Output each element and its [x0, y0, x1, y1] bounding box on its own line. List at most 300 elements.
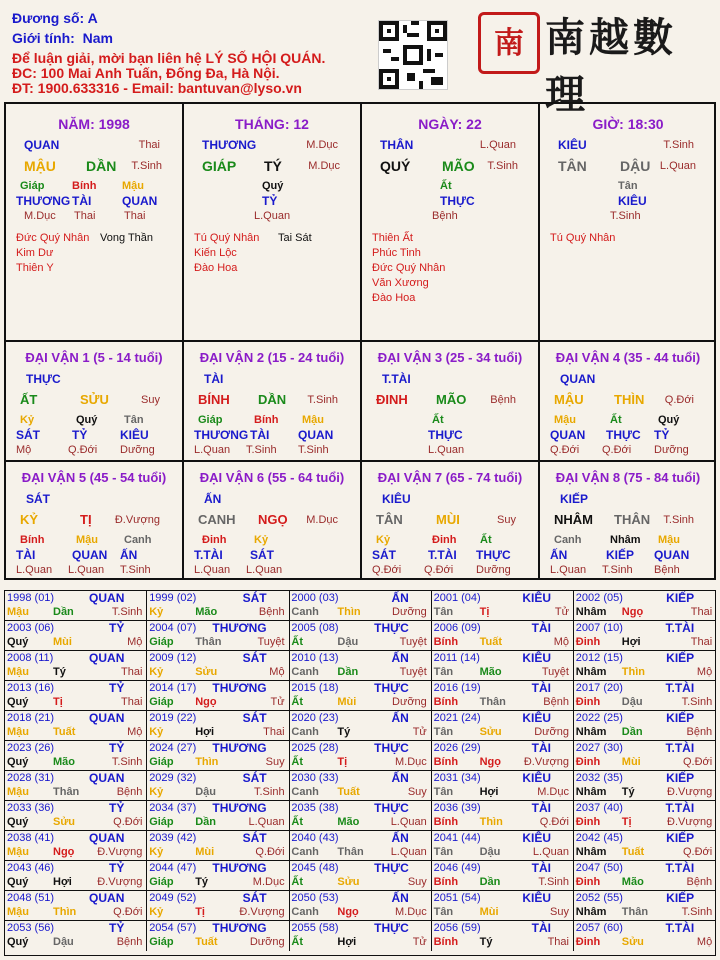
hidden-stage: T.Sinh — [298, 444, 329, 456]
hidden-god: ẤN — [120, 548, 138, 562]
year-stage: Dưỡng — [534, 726, 569, 738]
year-cell — [5, 711, 147, 741]
year-chi: Mùi — [479, 906, 499, 918]
hidden-stem: Kỷ — [20, 414, 35, 426]
year-god: TỶ — [109, 621, 125, 635]
pillar-can: QUÝ — [380, 158, 411, 174]
hidden-god: KIÊU — [618, 194, 647, 208]
year-can: Đinh — [575, 636, 601, 648]
year-can: Giáp — [149, 816, 174, 828]
gender-label: Giới tính: — [12, 30, 75, 46]
year-cell — [5, 861, 147, 891]
year-chi: Dậu — [195, 786, 216, 798]
year-cell — [289, 621, 431, 651]
year-stage: Đ.Vượng — [97, 846, 143, 858]
dai-van-chi: THÌN — [614, 392, 645, 407]
hidden-stage: L.Quan — [16, 564, 53, 576]
dai-van-6 — [184, 462, 362, 580]
year-chi: Dậu — [53, 936, 74, 948]
year-god: KIẾP — [666, 771, 695, 785]
year-chi: Tị — [621, 816, 632, 828]
year-chi: Ngọ — [621, 606, 644, 618]
year-can: Bính — [433, 636, 459, 648]
hidden-stem: Bính — [72, 180, 97, 192]
star: Phúc Tinh — [372, 247, 421, 259]
year-label: 2008 (11) — [7, 652, 54, 664]
year-label: 2031 (34) — [433, 772, 481, 784]
dai-van-state: Bệnh — [490, 394, 516, 406]
year-chi: Hợi — [195, 726, 215, 738]
hidden-god: QUAN — [298, 428, 334, 442]
dai-van-state: T.Sinh — [663, 514, 694, 526]
year-cell — [432, 681, 574, 711]
year-label: 2028 (31) — [7, 772, 55, 784]
year-chi: Tị — [337, 756, 348, 768]
year-chi: Ngọ — [195, 696, 217, 708]
dai-van-4 — [540, 342, 716, 462]
year-cell — [5, 771, 147, 801]
owner-label: Đương số: — [12, 10, 85, 26]
year-cell — [432, 771, 574, 801]
pillar-stage: Thai — [138, 139, 160, 151]
year-can: Quý — [7, 756, 29, 768]
year-god: QUAN — [89, 891, 125, 905]
hidden-stem: Mậu — [76, 534, 98, 546]
dai-van-can: BÍNH — [198, 392, 230, 407]
hidden-stem: Quý — [658, 414, 680, 426]
year-cell — [147, 861, 289, 891]
owner-line — [12, 10, 98, 26]
hidden-god: QUAN — [122, 194, 158, 208]
year-stage: Suy — [550, 906, 569, 918]
year-cell — [574, 921, 716, 951]
hidden-god: QUAN — [72, 548, 108, 562]
hidden-god: THỰC — [476, 548, 511, 562]
year-label: 2034 (37) — [149, 802, 197, 814]
year-cell — [5, 591, 147, 621]
year-god: THƯƠNG — [212, 921, 267, 935]
year-label: 2023 (26) — [7, 742, 55, 754]
dai-van-chi: DẦN — [258, 392, 287, 407]
year-chi: Tý — [195, 876, 209, 888]
year-chi: Dần — [53, 606, 74, 618]
year-label: 2053 (56) — [7, 922, 55, 934]
year-can: Đinh — [575, 936, 601, 948]
pillar-title: THÁNG: 12 — [235, 116, 309, 132]
year-label: 2020 (23) — [291, 712, 339, 724]
year-chi: Mão — [621, 876, 644, 888]
year-label: 2014 (17) — [149, 682, 197, 694]
year-can: Canh — [291, 666, 319, 678]
year-stage: Q.Đới — [539, 816, 569, 828]
year-god: KIÊU — [522, 651, 551, 665]
dai-van-8 — [540, 462, 716, 580]
year-label: 2042 (45) — [575, 832, 623, 844]
year-chi: Dần — [479, 876, 501, 888]
year-can: Bính — [433, 816, 459, 828]
year-chi: Dần — [337, 666, 359, 678]
year-god: KIẾP — [666, 891, 695, 905]
year-stage: Suy — [265, 756, 285, 768]
year-label: 2018 (21) — [7, 712, 55, 724]
star: Đức Quý Nhân — [372, 262, 446, 274]
year-cell — [289, 591, 431, 621]
hidden-god: THỰC — [440, 194, 475, 208]
phone-email: ĐT: 1900.633316 - Email: bantuvan@lyso.vn — [12, 80, 302, 96]
year-chi: Tuất — [479, 636, 502, 648]
year-label: 2002 (05) — [575, 592, 623, 604]
dai-van-title: ĐẠI VẬN 2 (15 - 24 tuổi) — [199, 350, 345, 365]
hidden-stem: Kỷ — [254, 534, 269, 546]
year-chi: Thân — [621, 906, 649, 918]
year-label: 2045 (48) — [291, 862, 339, 874]
year-stage: T.Sinh — [111, 606, 143, 618]
hidden-god: QUAN — [550, 428, 586, 442]
year-cell — [5, 801, 147, 831]
year-god: THƯƠNG — [212, 801, 267, 815]
year-chi: Hợi — [337, 936, 357, 948]
year-chi: Tý — [53, 666, 66, 678]
dai-van-state: Đ.Vượng — [114, 514, 160, 526]
dai-van-title: ĐẠI VẬN 3 (25 - 34 tuổi) — [377, 350, 523, 365]
year-can: Tân — [433, 846, 454, 858]
hidden-stage: T.Sinh — [602, 564, 633, 576]
dai-van-god: KIÊU — [382, 492, 411, 506]
hidden-stage: T.Sinh — [610, 210, 641, 222]
year-can: Đinh — [575, 696, 601, 708]
year-stage: L.Quan — [390, 846, 427, 858]
year-cell — [289, 711, 431, 741]
year-chi: Thân — [337, 846, 364, 858]
year-stage: L.Quan — [532, 846, 569, 858]
year-chi: Mão — [53, 756, 75, 768]
pillar-god: THƯƠNG — [202, 138, 257, 152]
hidden-stem: Đinh — [202, 534, 227, 546]
dai-van-god: THỰC — [26, 372, 61, 386]
hidden-god: TÀI — [16, 548, 36, 562]
year-god: TỶ — [109, 801, 125, 815]
dai-van-can: ĐINH — [376, 392, 408, 407]
dai-van-god: QUAN — [560, 372, 596, 386]
hidden-stage: Q.Đới — [424, 564, 454, 576]
year-label: 2050 (53) — [291, 892, 339, 904]
year-god: THỰC — [374, 681, 409, 695]
year-god: QUAN — [89, 831, 125, 845]
year-label: 2039 (42) — [149, 832, 197, 844]
year-cell — [147, 891, 289, 921]
year-cell — [574, 831, 716, 861]
pillar-chi-stage: T.Sinh — [487, 160, 518, 172]
dai-van-state: Suy — [497, 514, 516, 526]
hidden-god: TỶ — [654, 428, 670, 442]
year-cell — [147, 741, 289, 771]
year-label: 2037 (40) — [575, 802, 623, 814]
year-label: 2025 (28) — [291, 742, 339, 754]
year-cell — [574, 861, 716, 891]
year-god: T.TÀI — [665, 861, 695, 875]
year-label: 2012 (15) — [575, 652, 623, 664]
year-can: Kỷ — [149, 726, 164, 738]
year-can: Tân — [433, 726, 454, 738]
year-can: Ất — [291, 936, 303, 948]
year-label: 2022 (25) — [575, 712, 623, 724]
year-can: Quý — [7, 876, 29, 888]
dai-van-2 — [184, 342, 362, 462]
chart-grid — [4, 102, 716, 580]
year-can: Tân — [433, 606, 454, 618]
year-god: QUAN — [89, 711, 125, 725]
gender-value: Nam — [82, 30, 113, 46]
dai-van-state: Q.Đới — [664, 394, 694, 406]
year-can: Nhâm — [575, 906, 607, 918]
year-label: 2006 (09) — [433, 622, 481, 634]
year-god: ẤN — [391, 651, 409, 665]
year-stage: T.Sinh — [254, 786, 285, 798]
year-chi: Dần — [195, 816, 216, 828]
year-can: Kỷ — [149, 666, 164, 678]
dai-van-chi: SỬU — [80, 392, 109, 407]
year-label: 2044 (47) — [149, 862, 197, 874]
brand-logo: 南越數理 — [545, 14, 677, 118]
year-label: 2017 (20) — [575, 682, 623, 694]
year-stage: Mộ — [269, 666, 285, 678]
hidden-god: THỰC — [428, 428, 463, 442]
year-can: Ất — [291, 816, 303, 828]
pillar-stage: T.Sinh — [663, 139, 694, 151]
year-chi: Thân — [195, 636, 222, 648]
year-stage: Tuyệt — [399, 666, 427, 678]
star: Kim Dư — [16, 247, 54, 259]
year-cell — [5, 651, 147, 681]
pillar-stage: L.Quan — [479, 139, 516, 151]
year-label: 2035 (38) — [291, 802, 339, 814]
pillar-god: QUAN — [24, 138, 60, 152]
year-label: 1999 (02) — [149, 592, 197, 604]
year-label: 2054 (57) — [149, 922, 197, 934]
hidden-stage: L.Quan — [550, 564, 587, 576]
year-stage: Tuyệt — [399, 636, 427, 648]
year-god: KIẾP — [666, 711, 695, 725]
year-chi: Thìn — [337, 606, 361, 618]
gender-line — [12, 30, 113, 46]
hidden-stage: L.Quan — [254, 210, 291, 222]
year-god: KIÊU — [522, 891, 551, 905]
hidden-stem: Bính — [254, 414, 279, 426]
year-cell — [5, 921, 147, 951]
year-label: 2041 (44) — [433, 832, 481, 844]
year-stage: M.Dục — [395, 756, 427, 768]
year-stage: Đ.Vượng — [523, 756, 569, 768]
pillar-chi: MÃO — [442, 158, 475, 174]
year-god: KIẾP — [666, 831, 695, 845]
hidden-god: THƯƠNG — [16, 194, 71, 208]
star: Tai Sát — [278, 232, 312, 244]
year-god: SÁT — [242, 651, 267, 665]
dai-van-title: ĐẠI VẬN 8 (75 - 84 tuổi) — [555, 470, 701, 485]
owner-value: A — [87, 10, 98, 26]
year-stage: Bệnh — [686, 726, 713, 738]
year-god: TỶ — [109, 861, 125, 875]
year-chi: Tý — [621, 786, 635, 798]
year-can: Tân — [433, 906, 454, 918]
hidden-stem: Ất — [610, 414, 622, 426]
year-can: Quý — [7, 936, 29, 948]
year-chi: Mùi — [621, 756, 641, 768]
hidden-stem: Mậu — [554, 414, 576, 426]
year-stage: Bệnh — [543, 696, 569, 708]
dai-van-can: NHÂM — [554, 512, 593, 527]
hidden-god: THƯƠNG — [194, 428, 249, 442]
hidden-stage: L.Quan — [68, 564, 105, 576]
hidden-stem: Canh — [554, 534, 582, 546]
year-chi: Tị — [479, 606, 490, 618]
pillar-can: GIÁP — [202, 158, 237, 174]
year-chi: Mão — [337, 816, 360, 828]
year-stage: Thai — [690, 606, 713, 618]
year-stage: Thai — [690, 636, 713, 648]
star: Đức Quý Nhân — [16, 232, 90, 244]
year-can: Giáp — [149, 696, 174, 708]
year-god: THỰC — [374, 921, 409, 935]
hidden-stage: Bệnh — [432, 210, 458, 222]
year-label: 2005 (08) — [291, 622, 339, 634]
year-label: 2024 (27) — [149, 742, 197, 754]
year-can: Giáp — [149, 636, 174, 648]
pillar-chi: TÝ — [264, 158, 282, 174]
year-god: TÀI — [531, 861, 551, 875]
year-cell — [5, 741, 147, 771]
year-god: THƯƠNG — [212, 741, 267, 755]
year-stage: Đ.Vượng — [667, 816, 713, 828]
year-stage: T.Sinh — [538, 876, 569, 888]
pillar-god: THÂN — [380, 138, 414, 152]
year-cell — [289, 741, 431, 771]
year-stage: Thai — [120, 696, 143, 708]
year-cell — [5, 621, 147, 651]
year-god: THỰC — [374, 741, 409, 755]
year-can: Ất — [291, 876, 303, 888]
dai-van-can: CANH — [198, 512, 236, 527]
year-god: TÀI — [531, 741, 551, 755]
dai-van-chi: TỊ — [80, 512, 92, 527]
year-label: 2009 (12) — [149, 652, 197, 664]
year-label: 2013 (16) — [7, 682, 55, 694]
hidden-god: TỶ — [262, 194, 278, 208]
year-cell — [289, 861, 431, 891]
hidden-stage: Dưỡng — [476, 564, 511, 576]
year-god: TÀI — [531, 621, 551, 635]
year-god: SÁT — [242, 891, 267, 905]
hidden-stage: T.Sinh — [246, 444, 277, 456]
pillar-title: NĂM: 1998 — [58, 116, 130, 132]
dai-van-can: ẤT — [20, 392, 38, 407]
year-cell — [5, 831, 147, 861]
year-can: Nhâm — [575, 846, 607, 858]
year-cell — [574, 651, 716, 681]
year-cell — [574, 591, 716, 621]
year-chi: Dần — [621, 726, 643, 738]
year-stage: Tử — [412, 936, 427, 948]
year-can: Quý — [7, 816, 29, 828]
year-can: Giáp — [149, 756, 174, 768]
year-god: ẤN — [391, 891, 409, 905]
hidden-stem: Tân — [618, 180, 638, 192]
year-chi: Tị — [53, 696, 63, 708]
year-label: 2052 (55) — [575, 892, 623, 904]
year-cell — [432, 711, 574, 741]
year-can: Bính — [433, 936, 459, 948]
year-label: 2057 (60) — [575, 922, 623, 934]
year-chi: Tý — [337, 726, 351, 738]
year-stage: Bệnh — [116, 786, 143, 798]
year-stage: M.Dục — [395, 906, 427, 918]
pillar-god: KIÊU — [558, 138, 587, 152]
star: Đào Hoa — [194, 262, 238, 274]
year-chi: Sửu — [621, 936, 644, 948]
hidden-stage: Thai — [124, 210, 146, 222]
year-god: SÁT — [242, 831, 267, 845]
year-chi: Hợi — [479, 786, 499, 798]
year-label: 2043 (46) — [7, 862, 55, 874]
hidden-stem: Mậu — [302, 414, 324, 426]
dai-van-1 — [6, 342, 184, 462]
year-cell — [147, 801, 289, 831]
year-stage: Suy — [407, 876, 427, 888]
star: Tú Quý Nhân — [194, 232, 260, 244]
dai-van-god: SÁT — [26, 492, 50, 506]
hidden-stem: Nhâm — [610, 534, 641, 546]
year-cell — [574, 771, 716, 801]
year-stage: Dưỡng — [392, 606, 427, 618]
pillar-can: TÂN — [558, 158, 587, 174]
year-label: 2016 (19) — [433, 682, 481, 694]
dai-van-3 — [362, 342, 540, 462]
year-stage: M.Dục — [252, 876, 285, 888]
year-can: Mậu — [7, 666, 29, 678]
year-stage: T.Sinh — [681, 906, 713, 918]
year-stage: Q.Đới — [113, 816, 143, 828]
year-god: TỶ — [109, 681, 125, 695]
dai-van-7 — [362, 462, 540, 580]
year-can: Kỷ — [149, 786, 164, 798]
year-stage: Thai — [547, 936, 569, 948]
hidden-god: T.TÀI — [428, 548, 457, 562]
hidden-god: ẤN — [550, 548, 568, 562]
year-label: 2011 (14) — [433, 652, 480, 664]
hidden-stem: Mậu — [658, 534, 680, 546]
year-chi: Thân — [479, 696, 506, 708]
year-god: KIẾP — [666, 651, 695, 665]
pillar-chi: DẬU — [620, 158, 651, 174]
hidden-stem: Giáp — [20, 180, 45, 192]
hidden-stage: M.Dục — [24, 210, 56, 222]
year-god: THỰC — [374, 801, 409, 815]
year-stage: Đ.Vượng — [239, 906, 285, 918]
year-can: Quý — [7, 696, 29, 708]
year-label: 2051 (54) — [433, 892, 481, 904]
year-stage: Tuyệt — [541, 666, 569, 678]
year-can: Giáp — [149, 936, 174, 948]
year-god: THƯƠNG — [212, 681, 267, 695]
year-cell — [574, 741, 716, 771]
hidden-stage: Dưỡng — [120, 444, 155, 456]
dai-van-chi: MÙI — [436, 512, 460, 527]
year-cell — [5, 681, 147, 711]
hidden-stage: L.Quan — [194, 444, 231, 456]
year-can: Bính — [433, 756, 459, 768]
year-god: TÀI — [531, 921, 551, 935]
year-cell — [147, 771, 289, 801]
